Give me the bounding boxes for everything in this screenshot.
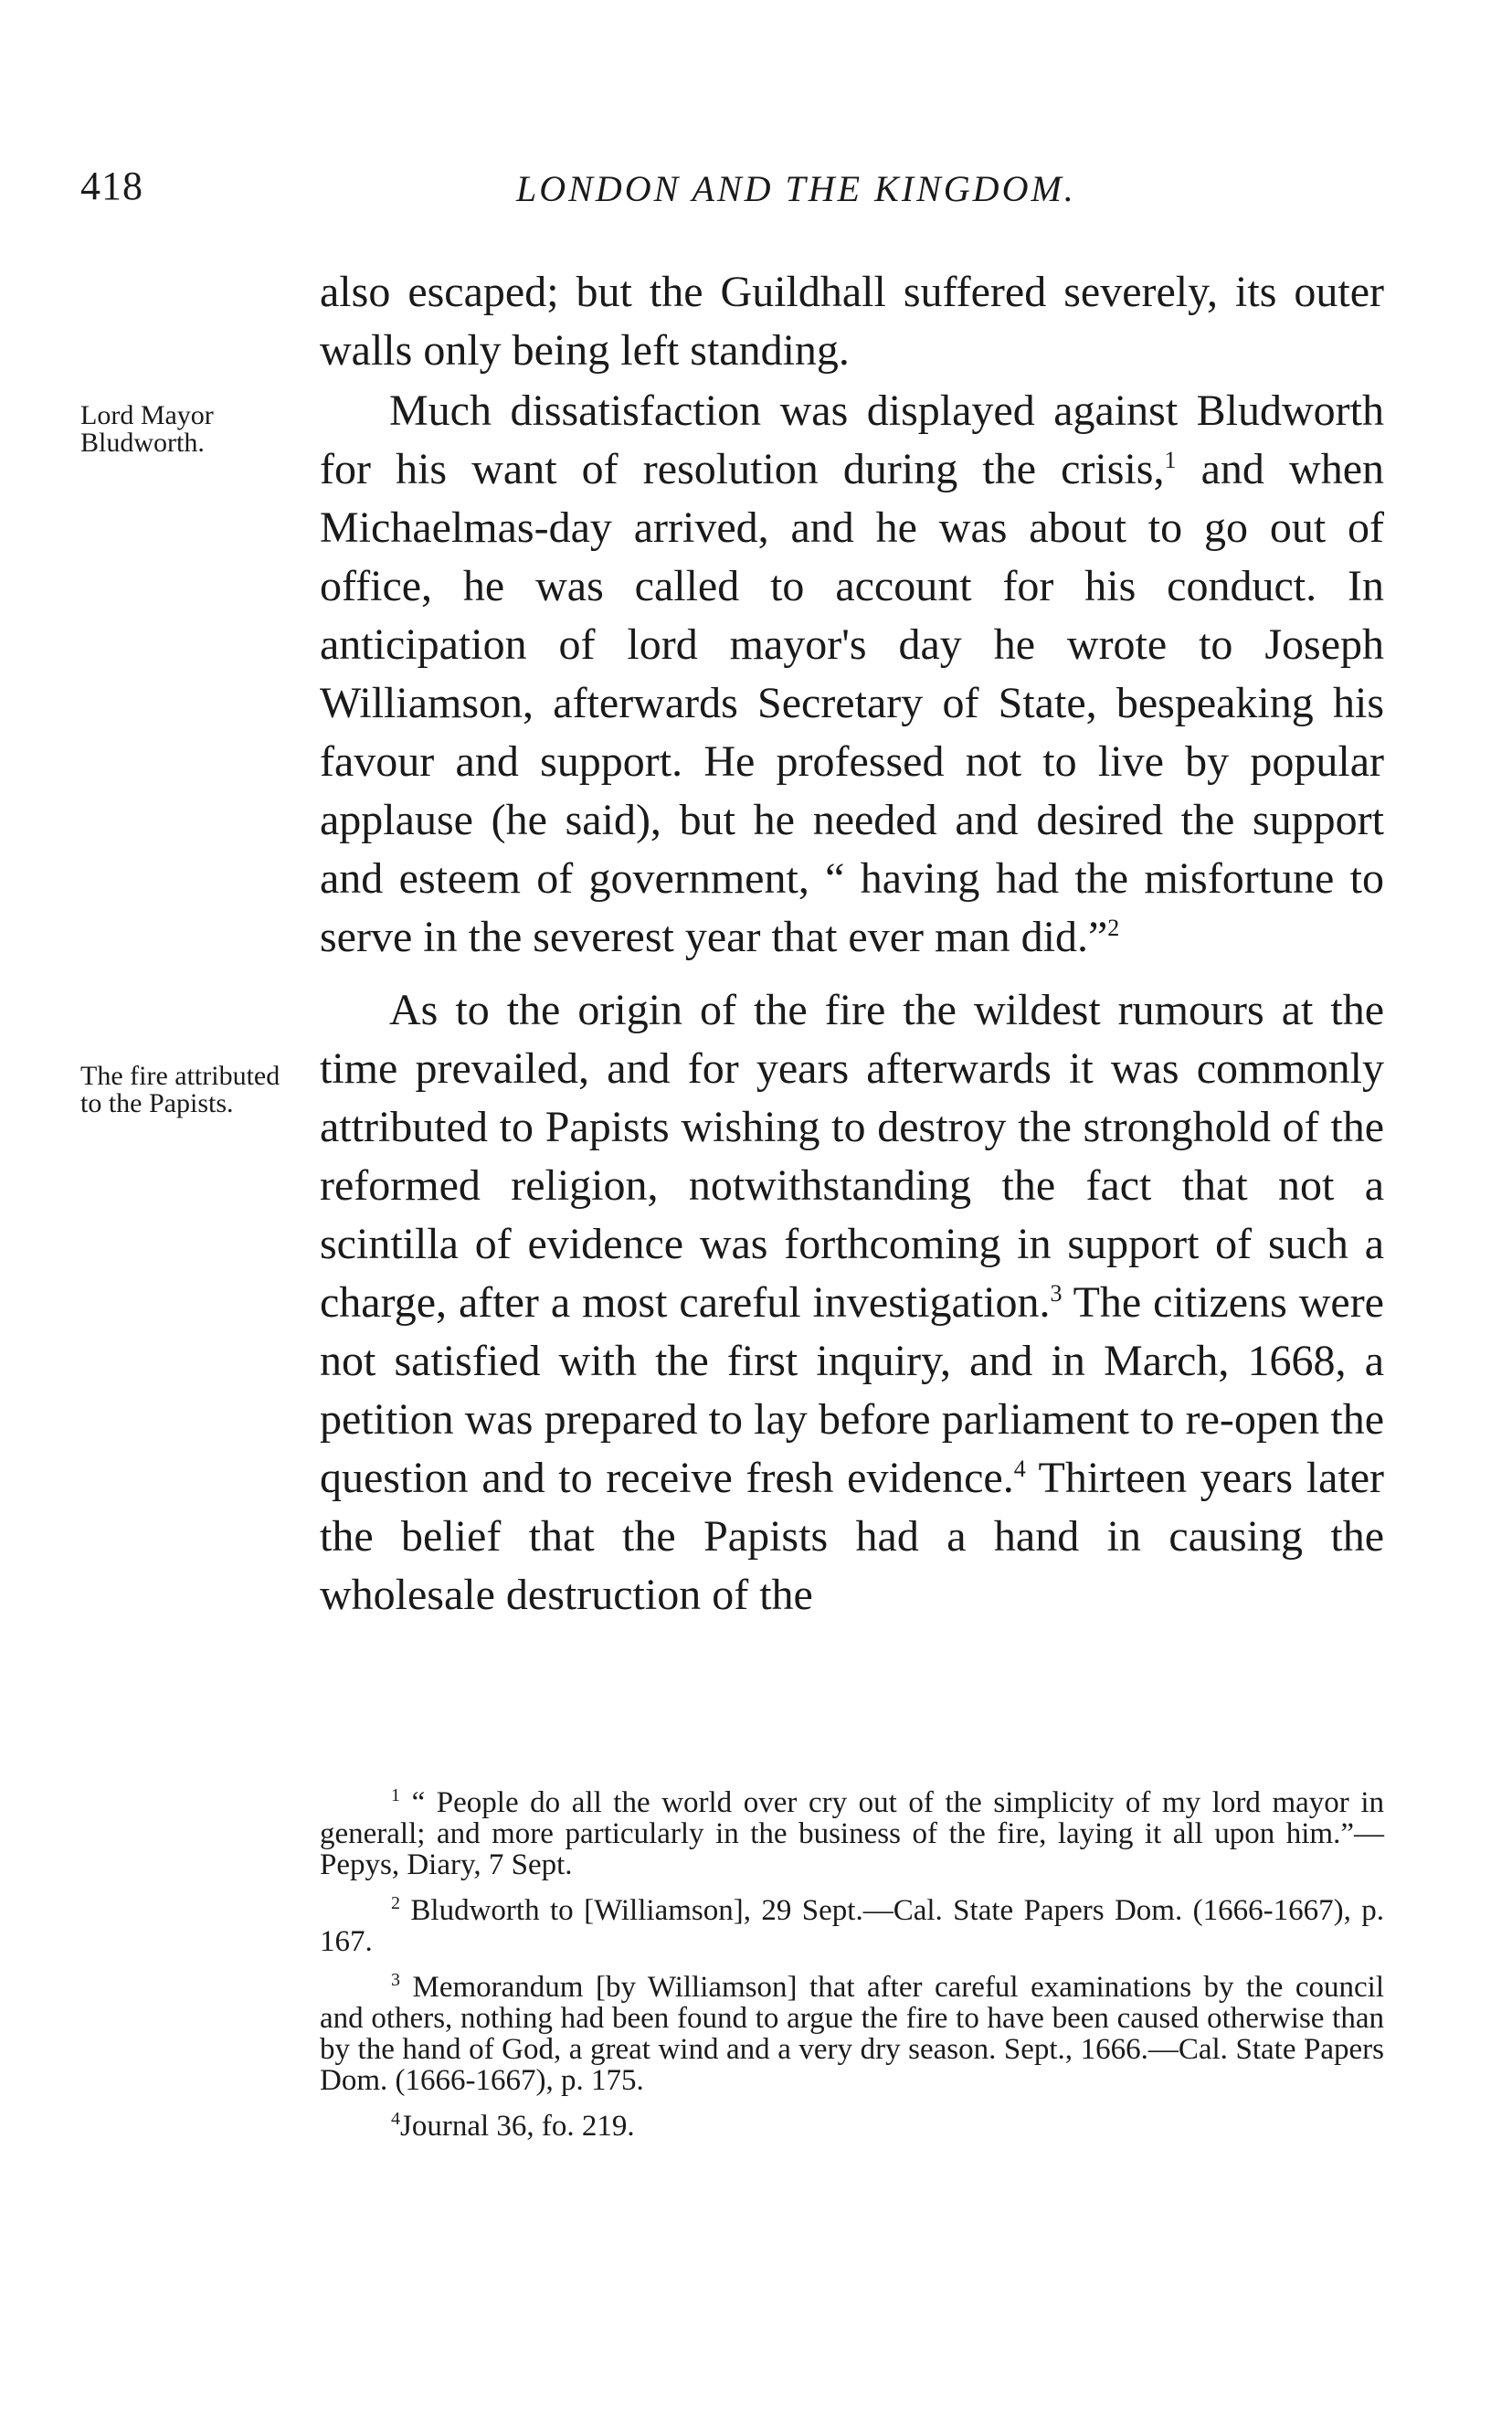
paragraph-3-text-c: Thirteen years later the belief that the Papists had a hand in causing the wholesale destruction of the bbox=[320, 1454, 1384, 1619]
footnote-ref-3: 3 bbox=[1050, 1280, 1063, 1307]
paragraph-2-text-b: and when Michaelmas-day arrived, and he was about to go out of office, he was called to account for his conduct. In anticipation of lord mayor's day he wrote to Joseph Williamson, afterwards Secretary of State, bespeaking his favour and support. He professed not to live by popular applause (he said), but he needed and desired the support and esteem of government, “ having had the misfortune to serve in the severest year that ever man did.” bbox=[320, 445, 1385, 961]
margin-note-papists: The fire attributed to the Papists. bbox=[80, 1061, 280, 1118]
margin-note-bludworth: Lord Mayor Bludworth. bbox=[80, 400, 214, 458]
footnote-2 bbox=[320, 1895, 1384, 1957]
page-number: 418 bbox=[80, 164, 143, 208]
paragraph-3 bbox=[320, 981, 1384, 1625]
paragraph-1-text: also escaped; but the Guildhall suffered severely, its outer walls only being left standing. bbox=[320, 268, 1384, 375]
paragraph-1 bbox=[320, 263, 1384, 380]
paragraph-2-text-a: Much dissatisfaction was displayed against Bludworth for his want of resolution during the crisis, bbox=[320, 386, 1384, 493]
footnote-1-text: “ People do all the world over cry out of the simplicity of my lord mayor in generall; and more particularly in the business of the fire, laying it all upon him.”—Pepys, Diary, 7 Sept. bbox=[320, 1786, 1384, 1881]
footnote-3-text: Memorandum [by Williamson] that after careful examinations by the council and others, nothing had been found to argue the fire to have been caused otherwise than by the hand of God, a great wind and a very dry season. Sept., 1666.—Cal. State Papers Dom. (1666-1667), p. 175. bbox=[320, 1971, 1385, 2097]
paragraph-2 bbox=[320, 382, 1384, 967]
footnote-3-mark: 3 bbox=[391, 1970, 400, 1990]
footnotes bbox=[320, 1787, 1384, 2156]
footnote-2-mark: 2 bbox=[391, 1893, 400, 1913]
body-text bbox=[320, 263, 1384, 1625]
footnote-ref-2: 2 bbox=[1107, 915, 1120, 941]
footnote-4-mark: 4 bbox=[391, 2109, 400, 2129]
footnote-ref-4: 4 bbox=[1013, 1456, 1026, 1482]
footnote-1-mark: 1 bbox=[391, 1785, 400, 1805]
footnote-1 bbox=[320, 1787, 1384, 1880]
paragraph-3-text-b: The citizens were not satisfied with the first inquiry, and in March, 1668, a petition was prepared to lay before parliament to re-open the question and to receive fresh evidence. bbox=[320, 1278, 1384, 1502]
running-title: LONDON AND THE KINGDOM. bbox=[516, 168, 1076, 209]
footnote-ref-1: 1 bbox=[1164, 447, 1177, 473]
paragraph-3-text-a: As to the origin of the fire the wildest rumours at the time prevailed, and for years afterwards it was commonly attributed to Papists wishing to destroy the stronghold of the reformed religion, notwithstanding the fact that not a scintilla of evidence was forthcoming in support of such a charge, after a most careful investigation. bbox=[320, 986, 1384, 1327]
footnote-3 bbox=[320, 1972, 1384, 2096]
footnote-2-text: Bludworth to [Williamson], 29 Sept.—Cal. State Papers Dom. (1666-1667), p. 167. bbox=[320, 1894, 1385, 1958]
footnote-4 bbox=[320, 2111, 1384, 2142]
footnote-4-text: Journal 36, fo. 219. bbox=[400, 2110, 635, 2143]
